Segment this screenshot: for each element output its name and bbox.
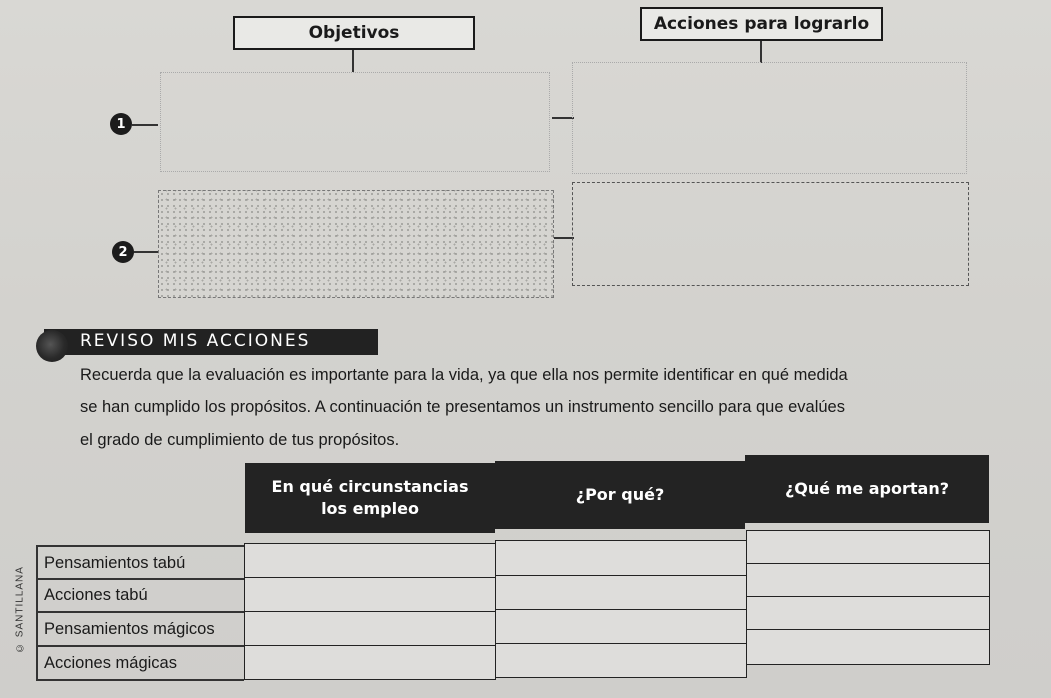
table-cell[interactable]: [746, 596, 990, 630]
row-label-divider: [36, 545, 244, 547]
section-title: REVISO MIS ACCIONES: [80, 331, 311, 351]
table-row-label: Pensamientos mágicos: [44, 620, 215, 638]
table-row-label: Pensamientos tabú: [44, 554, 186, 572]
acciones-connector: [760, 41, 762, 63]
section-icon: [36, 330, 68, 362]
row-label-divider: [36, 545, 38, 680]
row-label-divider: [36, 611, 244, 613]
row-label-divider: [36, 578, 244, 580]
row-2-mid-connector: [554, 237, 574, 239]
objetivos-header-label: Objetivos: [308, 23, 400, 43]
table-cell[interactable]: [746, 530, 990, 564]
table-header-circumstances: En qué circunstancias los empleo: [245, 463, 495, 533]
table-cell[interactable]: [495, 540, 747, 576]
table-cell[interactable]: [244, 577, 496, 612]
action-2-box[interactable]: [572, 182, 969, 286]
table-cell[interactable]: [495, 575, 747, 610]
table-cell[interactable]: [244, 645, 496, 680]
paragraph-line: el grado de cumplimiento de tus propósitos.: [80, 431, 400, 449]
table-cell[interactable]: [244, 611, 496, 646]
acciones-header-label: Acciones para lograrlo: [653, 14, 870, 34]
acciones-header: [640, 7, 883, 41]
row-connector-line: [134, 251, 158, 253]
objetivos-header: [233, 16, 475, 50]
row-number-badge: 1: [110, 113, 132, 135]
table-cell[interactable]: [495, 609, 747, 644]
row-connector-line: [132, 124, 158, 126]
table-row-label: Acciones tabú: [44, 586, 148, 604]
row-label-divider: [36, 645, 244, 647]
table-cell[interactable]: [746, 563, 990, 597]
objective-2-box[interactable]: [158, 190, 554, 298]
table-cell[interactable]: [244, 543, 496, 578]
paragraph-line: se han cumplido los propósitos. A continuación te presentamos un instrumento sencillo para que evalúes: [80, 398, 845, 416]
table-row-label: Acciones mágicas: [44, 654, 177, 672]
table-cell[interactable]: [746, 629, 990, 665]
action-1-box[interactable]: [572, 62, 967, 174]
table-header-contribution: ¿Qué me aportan?: [745, 455, 989, 523]
paragraph-line: Recuerda que la evaluación es importante para la vida, ya que ella nos permite identificar en qué medida: [80, 366, 848, 384]
objetivos-connector: [352, 50, 354, 72]
table-cell[interactable]: [495, 643, 747, 678]
objective-1-box[interactable]: [160, 72, 550, 172]
row-number-badge: 2: [112, 241, 134, 263]
table-header-why: ¿Por qué?: [495, 461, 745, 529]
row-1-mid-connector: [552, 117, 574, 119]
copyright-credit: © SANTILLANA: [14, 566, 26, 654]
row-label-divider: [36, 679, 244, 681]
